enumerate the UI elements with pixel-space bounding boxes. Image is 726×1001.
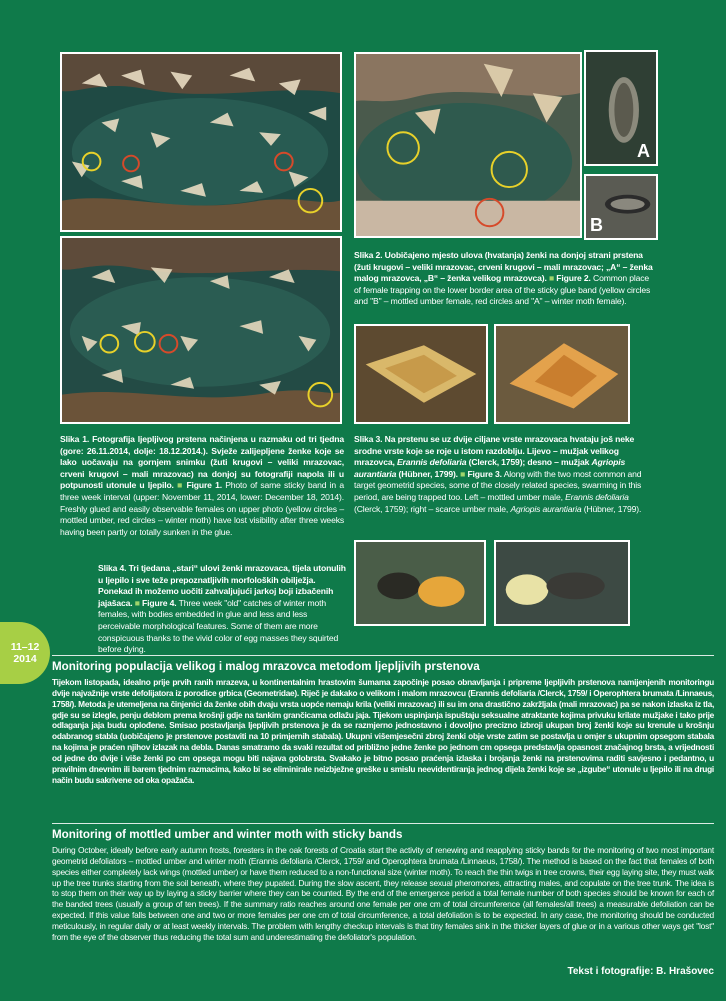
page-number-badge: [0, 622, 50, 684]
author-credit: Tekst i fotografije: B. Hrašovec: [567, 966, 714, 977]
page-number-issue: 11–12: [10, 641, 40, 653]
section-text-en: During October, ideally before early autumn frosts, foresters in the oak forests of Croatia start the activity of renewing and reapplying sticky bands for the monitoring of two most important geometrid defoliators – mottled umber and winter moth (Erannis defoliaria /Clerck, 1759/ and Operophtera brumata /Linnaeus, 1758/). The method is based on the fact that females of both species either completely lack wings (mottled umber) or have them reduced to a non-functional size (winter moth). To reach the thin twigs in tree crowns, their egg laying site, they must walk up the tree trunks starting from the soil beneath, where they pupated. During the slow ascent, they release sexual pheromones, attracting males, and copulate on the tree trunk. The idea is to stop them on their way up by laying a sticky barrier where they can be counted. By the end of the emergence period a total female number of both species should be known for each of the banded trees (usually a group of ten trees). If the summary ratio reaches around one female per one cm of total circumference (all females/all trees) a measurable defoliation can be expected. If this value falls between one and two or more females per one cm of total circumference, a total defoliation is to be expected. In any case, the monitoring should be conducted meticulously, in regular daily or at least weekly intervals. The problem with lengthy checkup intervals is that tiny females sink in the thicker layers of glue or in a various other ways get "lost" from the eye of the observer thus reducing the total sum and underestimating the defoliator's population.: [52, 845, 714, 942]
caption-figure-4: Slika 4. Tri tjedana „stari“ ulovi ženki mrazovaca, tijela utonulih u ljepilo i sve teže prepoznatljivih morfoloških obilježja. Ponekad ih možemo uočiti zahvaljujući jarkoj boji izbačenih jajašaca. ■ Figure 4. Three week "old" catches of winter moth females, with bodies embedded in glue and less and less perceivable morphological features. Some of them are more conspicuous thanks to the vivid color of egg masses they squirted before dying.: [98, 563, 346, 655]
section-divider-top: [52, 655, 714, 656]
square-bullet: ■: [549, 273, 555, 284]
caption-figure-2: Slika 2. Uobičajeno mjesto ulova (hvatanja) ženki na donjoj strani prstena (žuti krugovi – veliki mrazovac, crveni krugovi – mali mrazovac; „A“ – ženka malog mrazovca, „B“ – ženka velikog mrazovca). ■ Figure 2. Common place of female trapping on the lower border area of the sticky glue band (yellow circles and "B" – mottled umber female, red circles and "A" – winter moth female).: [354, 250, 653, 307]
caption-figure-1: Slika 1. Fotografija ljepljivog prstena načinjena u razmaku od tri tjedna (gore: 26.11.2014, dolje: 18.12.2014.). Svježe zalijepljene ženke koje se lako uočavaju na gornjem snimku (žuti krugovi – veliki mrazovac, crveni krugovi – mali mrazovac) na donjoj su fotografiji napola ili u potpunosti utonule u ljepilo. ■ Figure 1. Photo of same sticky band in a three week interval (upper: November 11, 2014, lower: December 18, 2014). Freshly glued and easily observable females on upper photo (yellow circles – mottled umber, red circles – winter moth) have lost visibility after three weeks having been partly or totally sunken in the glue.: [60, 434, 344, 537]
section-divider-bottom: [52, 823, 714, 824]
page-number-year: 2014: [13, 653, 37, 665]
square-bullet: ■: [134, 597, 140, 608]
section-title-hr: Monitoring populacija velikog i malog mrazovca metodom ljepljivih prstenova: [52, 660, 480, 673]
square-bullet: ■: [177, 480, 184, 491]
photo-winter-moth-female: [584, 50, 658, 166]
photo-sticky-band-lower: [60, 236, 342, 424]
photo-old-catch-right: [494, 540, 630, 626]
photo-scarce-umber-male: [494, 324, 630, 424]
square-bullet: ■: [460, 468, 466, 479]
photo-label-b: B: [590, 215, 603, 235]
photo-mottled-umber-male: [354, 324, 488, 424]
photo-sticky-band-upper: [60, 52, 342, 232]
photo-label-a: A: [637, 141, 650, 161]
photo-mottled-umber-female: [584, 174, 658, 240]
photo-lower-band-trapping: [354, 52, 582, 238]
section-text-hr: Tijekom listopada, idealno prije prvih ranih mrazeva, u kontinentalnim hrastovim šumama započinje posao obnavljanja i pripreme ljepljivih prstenova namijenjenih monitoringu dvije najvažnije vrste defolijatora iz porodice grbica (Geometridae). Riječ je dakako o velikom i malom mrazovcu (Erannis defoliaria /Clerck, 1759/ i Operophtera brumata /Linnaeus, 1758/). Metoda je utemeljena na činjenici da ženke obih dvaju vrsta uopće nemaju krila (veliki mrazovac) ili su im ona drastično zakržljala (mali mrazovac) pa se nakon izlaska iz tla, gdje su se izlegle, penju deblom prema krošnji gdje na tankim grančicama odlažu jaja. Tijekom uspinjanja ispuštaju seksualne atraktante kojima privuku krilate mužjake i tako prije odlaganja jaja budu oplođene. Smisao postavljanja ljepljivih prstenova je da se razmjerno jednostavno i dovoljno precizno izbroji ukupan broj ženki koje su krenule u krošnju odabranog stabla (uobičajeno je prstenove postaviti na 10 primjernih stabala). Ukupni višemjesečni zbroj ženki obje vrste zatim se postavlja u omjer s ukupnim opsegom stabala na kojima je praćen njihov izlazak na debla. Danas smatramo da svaki rezultat od približno jedne ženke po jednom cm opsega predstavlja opasnost značajnog brsta, a vrijednosti od jedne do dvije i više ženki po cm opsega mogu biti najava golobrsta. Svakako je bitno posao praćenja izlaska i brojanja ženki na prstenovima raditi savjesno i pedantno, u pravilnim dnevnim ili barem tjednim razmacima, kako bi se eliminirale neizbježne greške u smislu neevidentiranja jednog dijela ženki koje se „izgube“ utonule u ljepilo ili na drugi način budu sakrivene od oka opažača.: [52, 677, 714, 785]
section-title-en: Monitoring of mottled umber and winter moth with sticky bands: [52, 828, 403, 841]
photo-old-catch-left: [354, 540, 486, 626]
caption-figure-3: Slika 3. Na prstenu se uz dvije ciljane vrste mrazovaca hvataju još neke srodne vrste koje se roje u istom razdoblju. Lijevo – mužjak velikog mrazovca, Erannis defoliaria (Clerck, 1759); desno – mužjak Agriopis aurantiaria (Hübner, 1799). ■ Figure 3. Along with the two most common and target geometrid species, some of the closely related species, swarming in this period, are being trapped too. Left – mottled umber male, Erannis defoliaria (Clerck, 1759); right – scarce umber male, Agriopis aurantiaria (Hübner, 1799).: [354, 434, 642, 514]
